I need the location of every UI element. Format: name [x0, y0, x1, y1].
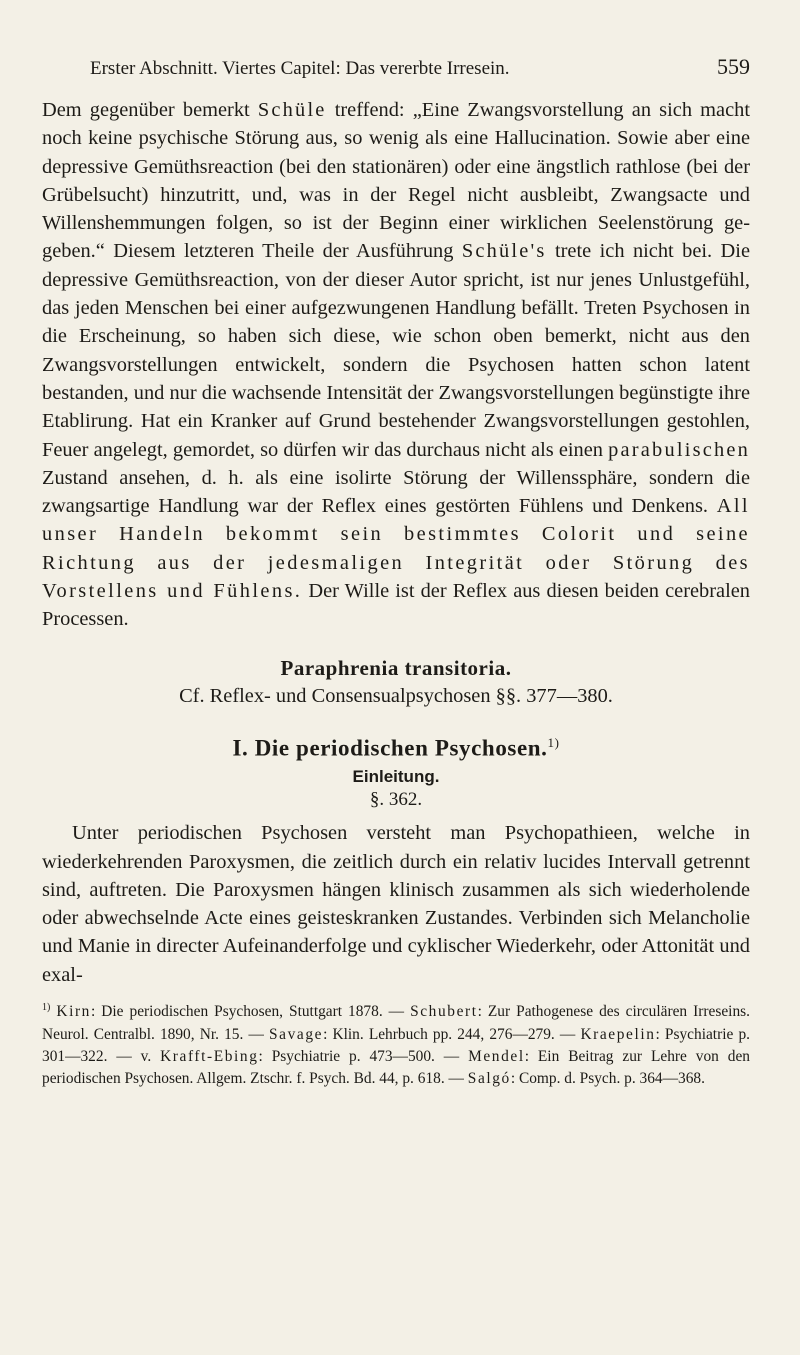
footnote-reference: 1) — [547, 734, 560, 750]
footnote-text: : Zur Pathogenese des circulären Irreseins. Neurol. Centralbl. 1890, Nr. 15. — — [42, 1003, 750, 1043]
author-name: Schüle — [257, 99, 327, 121]
footnote-author: Kraepelin — [580, 1025, 656, 1043]
running-head — [42, 54, 750, 84]
paragraph-periodic-definition: Unter periodischen Psychosen versteht man Psychopathieen, welche in wiederkehrenden Paroxysmen, die zeitlich durch ein relativ lucides Intervall getrennt sind, auftreten. Die Paroxysmen hängen klinisch zusammen als sich wiederholende oder abwechselnde Acte eines geisteskranken Zustandes. Verbinden sich Melancholie und Manie in directer Aufeinanderfolge und cyklischer Wiederkehr, oder Attonität und exal- — [42, 822, 750, 986]
footnote-text: : Die periodischen Psychosen, Stuttgart 1878. — — [90, 1003, 411, 1021]
footnote-author: Mendel — [468, 1047, 525, 1065]
text-segment: Zustand ansehen, d. h. als eine isolirte Störung der Willenssphäre, sondern die zwangsartige Handlung war der Reflex eines gestörten Fühlens und Denkens. — [42, 466, 750, 518]
footnote-marker: 1) — [42, 1002, 51, 1014]
footnote-text: : Psychiatrie p. 473—500. — — [258, 1047, 469, 1065]
text-segment: trete ich nicht bei. Die depressive Gemüthsreaction, von der dieser Autor spricht, ist nur jenes Unlustgefühl, das jeden Menschen bei einer aufgezwungenen Handlung befällt. Treten Psychosen in die Erscheinung, so haben sich diese, wie schon oben bemerkt, nicht aus den Zwangsvorstellungen entwickelt, sondern die Psychosen hatten schon latent bestanden, und nur die wachsende Intensität der Zwangsvorstellungen begünstigte ihre Etablirung. Hat ein Kranker auf Grund bestehender Zwangsvorstellungen gestohlen, Feuer angelegt, gemordet, so dürfen wir das durchaus nicht als einen — [42, 240, 750, 461]
footnote-text: : Psychiatrie p. 301—322. — v. — [42, 1025, 750, 1065]
footnote-author: Krafft-Ebing — [160, 1047, 259, 1065]
text-segment: treffend: „Eine Zwangsvorstellung an sich macht noch keine psychische Störung aus, so wenig als eine Hallucination. Sowie aber eine depressive Gemüthsreaction (bei den stationären) oder eine ängstlich rathlose (bei der Grübelsucht) hinzutritt, und, was in der Regel nicht ausbleibt, Zwangsacte und Willenshemmungen folgen, so ist der Beginn einer wirklichen Seelenstörung gegeben.“ Diesem letzteren Theile der Ausführung — [42, 99, 751, 263]
emphasis-sentence: All unser Handeln bekommt sein bestimmtes Colorit und seine Richtung aus der jedesmaligen Integrität oder Störung des Vorstellens und Fühlens. — [42, 495, 750, 603]
footnote-author: Kirn — [56, 1003, 91, 1021]
author-name: Schüle's — [461, 240, 547, 263]
section-title: I. Die periodischen Psychosen. — [232, 735, 548, 761]
heading-paraphrenia: Paraphrenia transitoria. — [280, 655, 512, 680]
text-segment: Der Wille ist der Reflex aus diesen beiden cerebralen Processen. — [42, 580, 750, 631]
footnote-text: : Ein Beitrag zur Lehre von den periodischen Psychosen. Allgem. Ztschr. f. Psych. Bd. 44, p. 618. — — [42, 1047, 750, 1088]
cross-reference: Cf. Reflex- und Consensualpsychosen §§. 377—380. — [179, 684, 613, 707]
footnote-text: : Klin. Lehrbuch pp. 244, 276—279. — — [323, 1025, 581, 1043]
term-emphasis: parabulischen — [608, 438, 750, 461]
footnote-author: Salgó — [467, 1070, 511, 1088]
subheading-einleitung: Einleitung. — [352, 767, 440, 787]
running-head-title: Erster Abschnitt. Viertes Capitel: Das vererbte Irresein. — [90, 58, 510, 79]
footnote-author: Schubert — [410, 1003, 478, 1021]
heading-periodic-psychoses — [42, 735, 750, 762]
book-page — [42, 54, 750, 1090]
text-segment: Dem gegenüber bemerkt — [42, 99, 258, 121]
page-number: 559 — [717, 54, 750, 79]
footnote — [42, 997, 750, 1090]
footnote-author: Savage — [269, 1025, 324, 1043]
paragraph-number: §. 362. — [369, 789, 423, 811]
footnote-text: : Comp. d. Psych. p. 364—368. — [510, 1070, 705, 1088]
paragraph-schuele — [42, 96, 750, 634]
